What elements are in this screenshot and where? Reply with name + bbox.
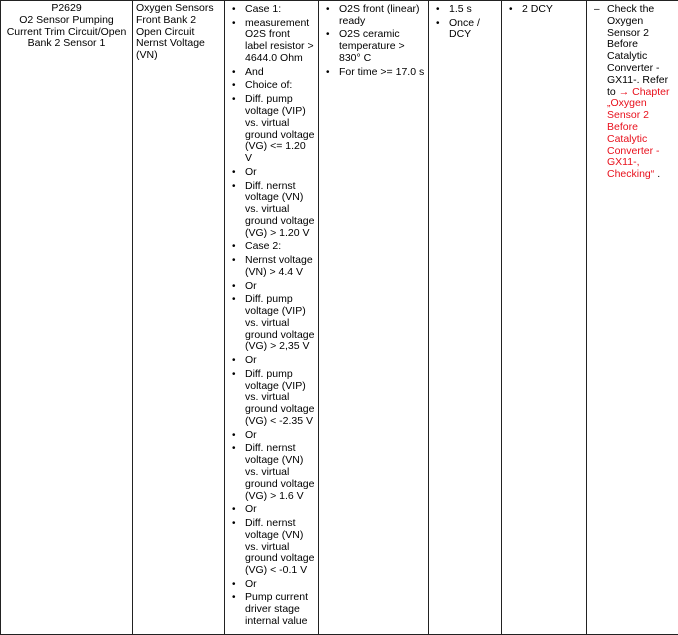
enable-criteria-item-text: O2S ceramic temperature > 830° C bbox=[339, 28, 405, 64]
condition-item-text: Diff. nernst voltage (VN) vs. virtual ground voltage (VG) < -0.1 V bbox=[245, 517, 314, 576]
condition-item bbox=[228, 94, 315, 165]
condition-item bbox=[228, 167, 315, 179]
enable-criteria-item bbox=[322, 29, 425, 64]
condition-item-text: Diff. pump voltage (VIP) vs. virtual ground voltage (VG) <= 1.20 V bbox=[245, 93, 314, 164]
bullet-marker: • bbox=[232, 281, 236, 293]
bullet-marker: • bbox=[232, 518, 236, 530]
remedy-cell bbox=[587, 1, 678, 635]
condition-item bbox=[228, 294, 315, 353]
condition-item bbox=[228, 255, 315, 279]
remedy-chapter-link[interactable]: Chapter „Oxygen Sensor 2 Before Catalytic Converter - GX11-, Checking“ bbox=[607, 86, 669, 181]
bullet-marker: • bbox=[232, 579, 236, 591]
remedy-list bbox=[590, 4, 675, 181]
condition-item bbox=[228, 355, 315, 367]
monitoring-time-cell bbox=[429, 1, 502, 635]
conditions-list bbox=[228, 4, 315, 628]
dtc-code: P2629 bbox=[4, 3, 129, 15]
enable-criteria-cell bbox=[319, 1, 429, 635]
condition-item bbox=[228, 369, 315, 428]
remedy-suffix: . bbox=[657, 168, 660, 180]
bullet-marker: • bbox=[232, 430, 236, 442]
bullet-marker: • bbox=[232, 4, 236, 16]
condition-item bbox=[228, 241, 315, 253]
condition-item bbox=[228, 504, 315, 516]
bullet-marker: • bbox=[232, 18, 236, 30]
condition-item-text: Case 1: bbox=[245, 3, 281, 15]
condition-item-text: Case 2: bbox=[245, 240, 281, 252]
condition-item bbox=[228, 67, 315, 79]
enable-criteria-item-text: O2S front (linear) ready bbox=[339, 3, 420, 27]
condition-item-text: Or bbox=[245, 166, 257, 178]
condition-item bbox=[228, 592, 315, 627]
bullet-marker: • bbox=[232, 504, 236, 516]
bullet-marker: • bbox=[232, 67, 236, 79]
conditions-cell bbox=[225, 1, 319, 635]
condition-item-text: Pump current driver stage internal value bbox=[245, 591, 308, 627]
condition-item-text: measurement O2S front label resistor > 4644.0 Ohm bbox=[245, 17, 314, 64]
condition-item-text: Or bbox=[245, 354, 257, 366]
arrow-right-icon: → bbox=[619, 86, 630, 98]
dtc-description: O2 Sensor Pumping Current Trim Circuit/Open Bank 2 Sensor 1 bbox=[4, 15, 129, 50]
monitoring-time-item-text: 1.5 s bbox=[449, 3, 472, 15]
enable-criteria-item bbox=[322, 4, 425, 28]
condition-item bbox=[228, 579, 315, 591]
condition-item-text: Or bbox=[245, 429, 257, 441]
condition-item bbox=[228, 518, 315, 577]
condition-item bbox=[228, 281, 315, 293]
condition-item bbox=[228, 18, 315, 65]
enable-criteria-item-text: For time >= 17.0 s bbox=[339, 66, 424, 78]
remedy-item bbox=[590, 4, 675, 181]
bullet-marker: • bbox=[232, 80, 236, 92]
bullet-marker: • bbox=[232, 94, 236, 106]
condition-item bbox=[228, 443, 315, 502]
mil-list bbox=[505, 4, 583, 16]
bullet-marker: • bbox=[232, 294, 236, 306]
mil-item-text: 2 DCY bbox=[522, 3, 553, 15]
condition-item bbox=[228, 430, 315, 442]
condition-item-text: Diff. pump voltage (VIP) vs. virtual ground voltage (VG) > 2,35 V bbox=[245, 293, 314, 352]
table-row bbox=[1, 1, 678, 635]
fault-text: Oxygen Sensors Front Bank 2 Open Circuit Nernst Voltage (VN) bbox=[136, 2, 214, 61]
condition-item bbox=[228, 181, 315, 240]
bullet-marker: • bbox=[232, 241, 236, 253]
bullet-marker: • bbox=[326, 4, 330, 16]
bullet-marker: • bbox=[232, 443, 236, 455]
dash-marker: – bbox=[594, 4, 600, 16]
mil-item bbox=[505, 4, 583, 16]
remedy-text: Check the Oxygen Sensor 2 Before Catalytic Converter - GX11-. Refer to bbox=[607, 3, 668, 98]
bullet-marker: • bbox=[509, 4, 513, 16]
condition-item-text: Or bbox=[245, 503, 257, 515]
fault-cell bbox=[133, 1, 225, 635]
bullet-marker: • bbox=[232, 355, 236, 367]
bullet-marker: • bbox=[232, 167, 236, 179]
bullet-marker: • bbox=[232, 592, 236, 604]
dtc-cell bbox=[1, 1, 133, 635]
bullet-marker: • bbox=[326, 29, 330, 41]
condition-item bbox=[228, 80, 315, 92]
monitoring-time-item-text: Once / DCY bbox=[449, 17, 480, 41]
monitoring-time-item bbox=[432, 18, 498, 42]
condition-item bbox=[228, 4, 315, 16]
monitoring-time-list bbox=[432, 4, 498, 41]
bullet-marker: • bbox=[232, 181, 236, 193]
condition-item-text: Or bbox=[245, 578, 257, 590]
condition-item-text: Diff. nernst voltage (VN) vs. virtual ground voltage (VG) > 1.6 V bbox=[245, 442, 314, 501]
bullet-marker: • bbox=[436, 18, 440, 30]
condition-item-text: Choice of: bbox=[245, 79, 292, 91]
condition-item-text: And bbox=[245, 66, 264, 78]
bullet-marker: • bbox=[232, 255, 236, 267]
condition-item-text: Diff. nernst voltage (VN) vs. virtual ground voltage (VG) > 1.20 V bbox=[245, 180, 314, 239]
bullet-marker: • bbox=[326, 67, 330, 79]
bullet-marker: • bbox=[436, 4, 440, 16]
enable-criteria-item bbox=[322, 67, 425, 79]
condition-item-text: Or bbox=[245, 280, 257, 292]
bullet-marker: • bbox=[232, 369, 236, 381]
condition-item-text: Nernst voltage (VN) > 4.4 V bbox=[245, 254, 313, 278]
enable-criteria-list bbox=[322, 4, 425, 79]
mil-cell bbox=[502, 1, 587, 635]
condition-item-text: Diff. pump voltage (VIP) vs. virtual ground voltage (VG) < -2.35 V bbox=[245, 368, 314, 427]
monitoring-time-item bbox=[432, 4, 498, 16]
